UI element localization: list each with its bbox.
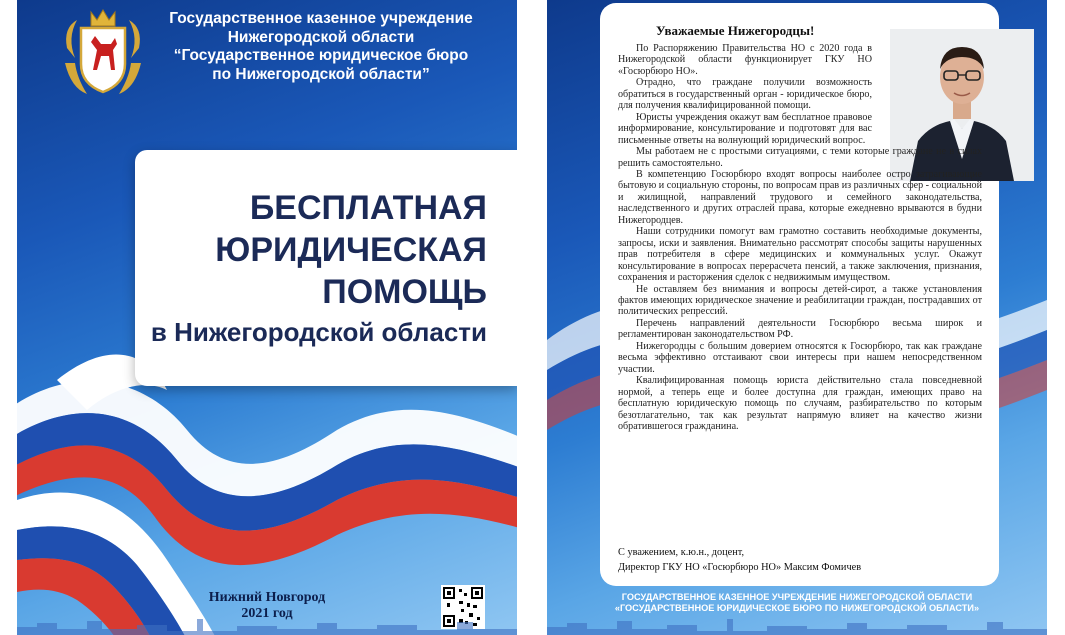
- title-subtitle: в Нижегородской области: [150, 317, 487, 347]
- org-header-line-4: по Нижегородской области”: [212, 65, 430, 83]
- signature-line-1: С уважением, к.ю.н., доцент,: [618, 547, 745, 558]
- letter-paragraph: Отрадно, что граждане получили возможность обратиться в государственный орган - юридическое бюро, для получения квалифицированной помощи.: [618, 77, 872, 112]
- footer-line-1: ГОСУДАРСТВЕННОЕ КАЗЕННОЕ УЧРЕЖДЕНИЕ НИЖЕГОРОДСКОЙ ОБЛАСТИ: [621, 592, 973, 602]
- letter-paragraph: Юристы учреждения окажут вам бесплатное правовое информирование, консультирование и подготовят для вас письменные ответы на волнующий юридический вопрос.: [618, 111, 872, 146]
- letter-body: [618, 43, 982, 432]
- brochure-cover: [17, 0, 517, 635]
- place-year: 2021 год: [241, 606, 293, 621]
- letter-card: [600, 3, 999, 586]
- title-line-1: БЕСПЛАТНАЯ: [249, 189, 487, 227]
- letter-paragraph: Нижегородцы с большим доверием относятся к Госюрбюро, так как граждане весьма эффективно отстаивают свои интересы при нашем непосредственном участии.: [618, 340, 982, 375]
- letter-greeting: Уважаемые Нижегородцы!: [656, 23, 815, 38]
- coat-of-arms-icon: [57, 8, 149, 100]
- letter-paragraph: Наши сотрудники помогут вам грамотно составить необходимые документы, запросы, иски и заявления. Внимательно рассмотрят способы защиты нарушенных прав потребителя в сфере медицинских и коммунальных услуг. Окажут консультирование в вопросах перерасчета пенсий, а также заключения, признания, сохранения и расторжения сделок с недвижимым имуществом.: [618, 226, 982, 284]
- organization-header: [161, 10, 481, 84]
- title-card: [135, 150, 517, 386]
- page-footer: [547, 592, 1047, 614]
- footer-line-2: «ГОСУДАРСТВЕННОЕ ЮРИДИЧЕСКОЕ БЮРО ПО НИЖЕГОРОДСКОЙ ОБЛАСТИ»: [614, 603, 980, 613]
- letter-paragraph: Не оставляем без внимания и вопросы детей-сирот, а также установления фактов имеющих юридическое значение и реабилитации граждан, пострадавших от политических репрессий.: [618, 283, 982, 318]
- city-skyline-graphic: [547, 617, 1047, 635]
- place-city: Нижний Новгород: [208, 590, 326, 605]
- title-line-2: ЮРИДИЧЕСКАЯ: [215, 231, 487, 269]
- org-header-line-1: Государственное казенное учреждение: [169, 10, 473, 27]
- title-line-3: ПОМОЩЬ: [322, 273, 487, 311]
- org-header-line-3: “Государственное юридическое бюро: [173, 47, 469, 64]
- city-skyline-graphic: [17, 617, 517, 635]
- letter-signature: [618, 545, 861, 575]
- letter-paragraph: В компетенцию Госюрбюро входят вопросы наиболее остро затрагивающие бытовую и социальную стороны, по вопросам прав из различных сфер - социальной и жилищной, направлений трудового и семейного законодательства, наследственного и других отраслей права, которые ежедневно врываются в будни Нижегородцев.: [618, 168, 982, 226]
- brochure-letter-page: [547, 0, 1047, 635]
- signature-line-2: Директор ГКУ НО «Госюрбюро НО» Максим Фомичев: [618, 562, 862, 573]
- letter-paragraph: По Распоряжению Правительства НО с 2020 года в Нижегородской области функционирует ГКУ НО «Госюрбюро НО».: [618, 43, 872, 77]
- org-header-line-2: Нижегородской области: [227, 28, 415, 46]
- letter-paragraph: Квалифицированная помощь юриста действительно стала повседневной нормой, а теперь еще и более доступна для граждан, имеющих право на бесплатную юридическую помощь по случаям, разбирательство по которым безотлагательно, так как результат напрямую влияет на качество жизни обратившегося гражданина.: [618, 375, 982, 432]
- letter-paragraph: Мы работаем не с простыми ситуациями, с теми которые граждане не в силах решить самостоятельно.: [618, 146, 982, 169]
- letter-paragraph: Перечень направлений деятельности Госюрбюро весьма широк и регламентирован законодательством РФ.: [618, 317, 982, 341]
